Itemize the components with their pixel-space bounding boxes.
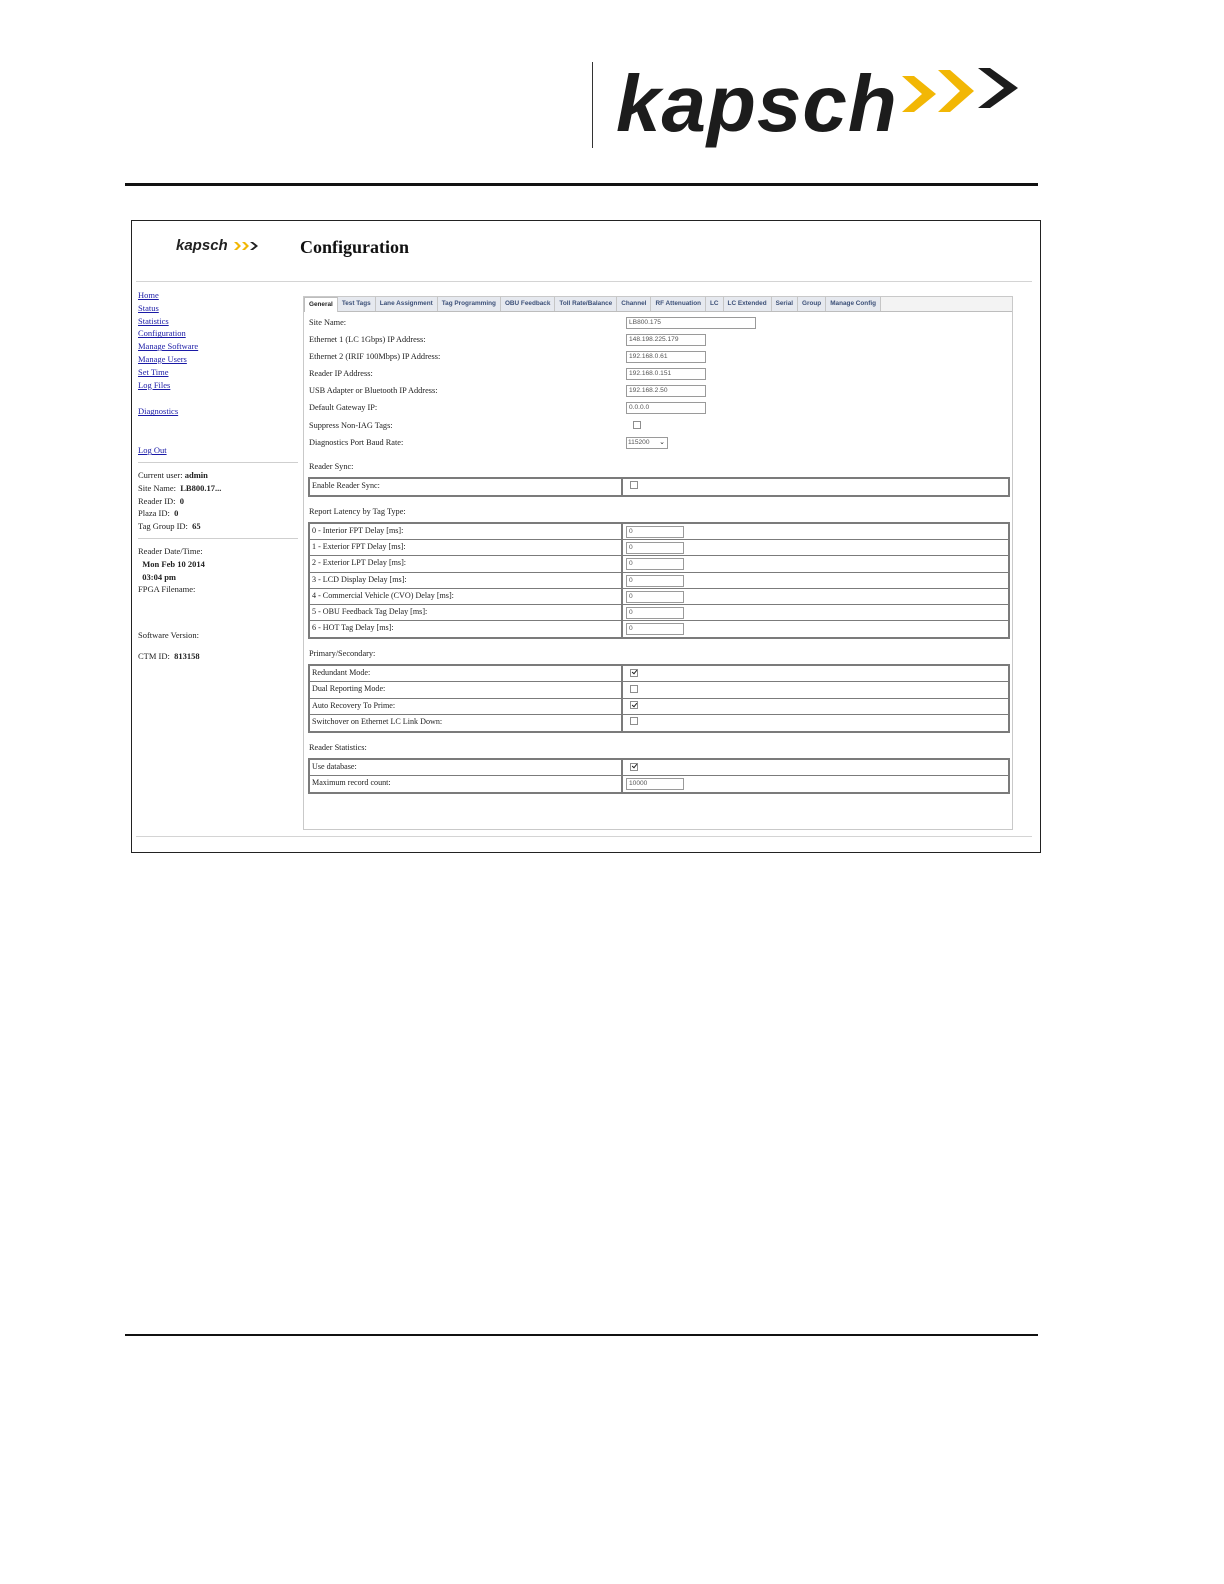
form-row	[308, 366, 1008, 383]
redundant-mode-checkbox[interactable]	[630, 669, 638, 677]
form-row	[308, 383, 1008, 400]
latency-input-4[interactable]: 0	[626, 591, 684, 603]
latency-label-2: 2 - Exterior LPT Delay [ms]:	[310, 556, 623, 571]
tab-test-tags[interactable]: Test Tags	[338, 297, 376, 311]
reader-sync-table	[308, 477, 1010, 497]
table-row	[310, 540, 1008, 556]
table-row	[310, 666, 1008, 682]
nav-link-statistics[interactable]: Statistics	[138, 315, 169, 326]
eth2-ip-label: Ethernet 2 (IRIF 100Mbps) IP Address:	[309, 352, 441, 362]
nav-link-manage-users[interactable]: Manage Users	[138, 353, 187, 364]
eth2-ip-input[interactable]: 192.168.0.61	[626, 351, 706, 363]
tab-toll-rate-balance[interactable]: Toll Rate/Balance	[555, 297, 617, 311]
latency-input-2[interactable]: 0	[626, 558, 684, 570]
latency-label-6: 6 - HOT Tag Delay [ms]:	[310, 621, 623, 637]
gateway-ip-input[interactable]: 0.0.0.0	[626, 402, 706, 414]
latency-input-3[interactable]: 0	[626, 575, 684, 587]
primary-secondary-title: Primary/Secondary:	[309, 649, 376, 659]
tab-manage-config[interactable]: Manage Config	[826, 297, 881, 311]
sidebar-divider	[138, 538, 298, 539]
use-database-label: Use database:	[310, 760, 623, 775]
switchover-label: Switchover on Ethernet LC Link Down:	[310, 715, 623, 731]
reader-statistics-table	[308, 758, 1010, 794]
latency-input-6[interactable]: 0	[626, 623, 684, 635]
nav-link-status[interactable]: Status	[138, 302, 159, 313]
usb-ip-label: USB Adapter or Bluetooth IP Address:	[309, 386, 438, 396]
app-header-rule	[136, 281, 1032, 282]
tag-group-info: Tag Group ID: 65	[138, 521, 201, 532]
reader-date-value: Mon Feb 10 2014	[142, 558, 205, 569]
form-row	[308, 332, 1008, 349]
dual-reporting-label: Dual Reporting Mode:	[310, 682, 623, 697]
kapsch-wordmark: kapsch	[616, 59, 898, 148]
switchover-checkbox[interactable]	[630, 717, 638, 725]
reader-ip-label: Reader IP Address:	[309, 369, 373, 379]
latency-label-4: 4 - Commercial Vehicle (CVO) Delay [ms]:	[310, 589, 623, 604]
enable-reader-sync-label: Enable Reader Sync:	[310, 479, 623, 495]
form-row	[308, 349, 1008, 366]
config-tab-panel	[303, 296, 1013, 830]
reader-id-info: Reader ID: 0	[138, 495, 185, 506]
baud-rate-value: 115200	[628, 438, 650, 446]
table-row	[310, 556, 1008, 572]
header-rule	[125, 183, 1038, 186]
tab-obu-feedback[interactable]: OBU Feedback	[501, 297, 555, 311]
latency-label-3: 3 - LCD Display Delay [ms]:	[310, 573, 623, 588]
tab-serial[interactable]: Serial	[772, 297, 798, 311]
suppress-non-iag-checkbox[interactable]	[633, 421, 641, 429]
table-row	[310, 621, 1008, 637]
kapsch-logo	[616, 60, 1026, 150]
nav-link-home[interactable]: Home	[138, 290, 159, 300]
chevrons-icon	[902, 64, 1022, 124]
latency-label-5: 5 - OBU Feedback Tag Delay [ms]:	[310, 605, 623, 620]
plaza-id-info: Plaza ID: 0	[138, 508, 179, 519]
header-vertical-divider	[592, 62, 593, 148]
table-row	[310, 776, 1008, 792]
tab-channel[interactable]: Channel	[617, 297, 651, 311]
latency-label-1: 1 - Exterior FPT Delay [ms]:	[310, 540, 623, 555]
nav-link-diagnostics[interactable]: Diagnostics	[138, 406, 179, 417]
reader-datetime-label: Reader Date/Time:	[138, 545, 203, 556]
table-row	[310, 573, 1008, 589]
form-row	[308, 435, 1008, 452]
table-row	[310, 605, 1008, 621]
site-name-input[interactable]: LB800.175	[626, 317, 756, 329]
reader-ip-input[interactable]: 192.168.0.151	[626, 368, 706, 380]
form-row	[308, 315, 1008, 332]
tab-group[interactable]: Group	[798, 297, 826, 311]
page-title: Configuration	[300, 237, 410, 257]
table-row	[310, 699, 1008, 715]
use-database-checkbox[interactable]	[630, 763, 638, 771]
enable-reader-sync-checkbox[interactable]	[630, 481, 638, 489]
current-user-info: Current user: admin	[138, 469, 208, 480]
tab-tag-programming[interactable]: Tag Programming	[438, 297, 501, 311]
tab-lc[interactable]: LC	[706, 297, 724, 311]
nav-link-configuration[interactable]: Configuration	[138, 328, 186, 339]
latency-label-0: 0 - Interior FPT Delay [ms]:	[310, 524, 623, 539]
max-record-count-label: Maximum record count:	[310, 776, 623, 792]
baud-rate-label: Diagnostics Port Baud Rate:	[309, 437, 404, 447]
sidebar	[138, 289, 298, 663]
suppress-non-iag-label: Suppress Non-IAG Tags:	[309, 420, 393, 430]
chevron-down-icon: ⌄	[659, 438, 665, 446]
table-row	[310, 524, 1008, 540]
auto-recovery-label: Auto Recovery To Prime:	[310, 699, 623, 714]
latency-input-5[interactable]: 0	[626, 607, 684, 619]
tab-lane-assignment[interactable]: Lane Assignment	[376, 297, 438, 311]
table-row	[310, 760, 1008, 776]
app-logo-wordmark: kapsch	[176, 237, 228, 254]
latency-input-1[interactable]: 0	[626, 542, 684, 554]
table-row	[310, 479, 1008, 495]
logout-link[interactable]: Log Out	[138, 445, 167, 456]
dual-reporting-checkbox[interactable]	[630, 685, 638, 693]
table-row	[310, 682, 1008, 698]
configuration-screenshot	[131, 220, 1041, 853]
latency-input-0[interactable]: 0	[626, 526, 684, 538]
max-record-count-input[interactable]: 10000	[626, 778, 684, 790]
table-row	[310, 589, 1008, 605]
primary-secondary-table	[308, 664, 1010, 733]
tab-rf-attenuation[interactable]: RF Attenuation	[651, 297, 706, 311]
table-row	[310, 715, 1008, 731]
latency-title: Report Latency by Tag Type:	[309, 506, 406, 516]
site-name-info: Site Name: LB800.17...	[138, 482, 222, 493]
site-name-label: Site Name:	[309, 318, 347, 327]
nav-link-manage-software[interactable]: Manage Software	[138, 341, 199, 352]
nav-link-set-time[interactable]: Set Time	[138, 366, 169, 377]
redundant-mode-label: Redundant Mode:	[310, 666, 623, 681]
usb-ip-input[interactable]: 192.168.2.50	[626, 385, 706, 397]
reader-statistics-title: Reader Statistics:	[309, 743, 367, 752]
app-logo	[176, 237, 260, 254]
reader-sync-title: Reader Sync:	[309, 461, 354, 471]
app-footer-rule	[136, 836, 1032, 837]
reader-time-value: 03:04 pm	[142, 571, 177, 582]
sidebar-divider	[138, 462, 298, 463]
fpga-filename-label: FPGA Filename:	[138, 584, 196, 595]
latency-table	[308, 522, 1010, 639]
eth1-ip-label: Ethernet 1 (LC 1Gbps) IP Address:	[309, 335, 426, 345]
nav-link-log-files[interactable]: Log Files	[138, 379, 171, 390]
general-form	[308, 315, 1008, 794]
software-version-label: Software Version:	[138, 630, 199, 641]
form-row	[308, 418, 1008, 435]
form-row	[308, 400, 1008, 417]
footer-rule	[125, 1334, 1038, 1336]
gateway-ip-label: Default Gateway IP:	[309, 403, 378, 413]
tab-lc-extended[interactable]: LC Extended	[724, 297, 772, 311]
eth1-ip-input[interactable]: 148.198.225.179	[626, 334, 706, 346]
baud-rate-select[interactable]	[626, 437, 668, 449]
ctm-id-info: CTM ID: 813158	[138, 650, 200, 661]
auto-recovery-checkbox[interactable]	[630, 701, 638, 709]
chevrons-icon	[234, 241, 260, 251]
tab-bar	[304, 297, 1012, 312]
tab-general[interactable]: General	[304, 297, 338, 312]
